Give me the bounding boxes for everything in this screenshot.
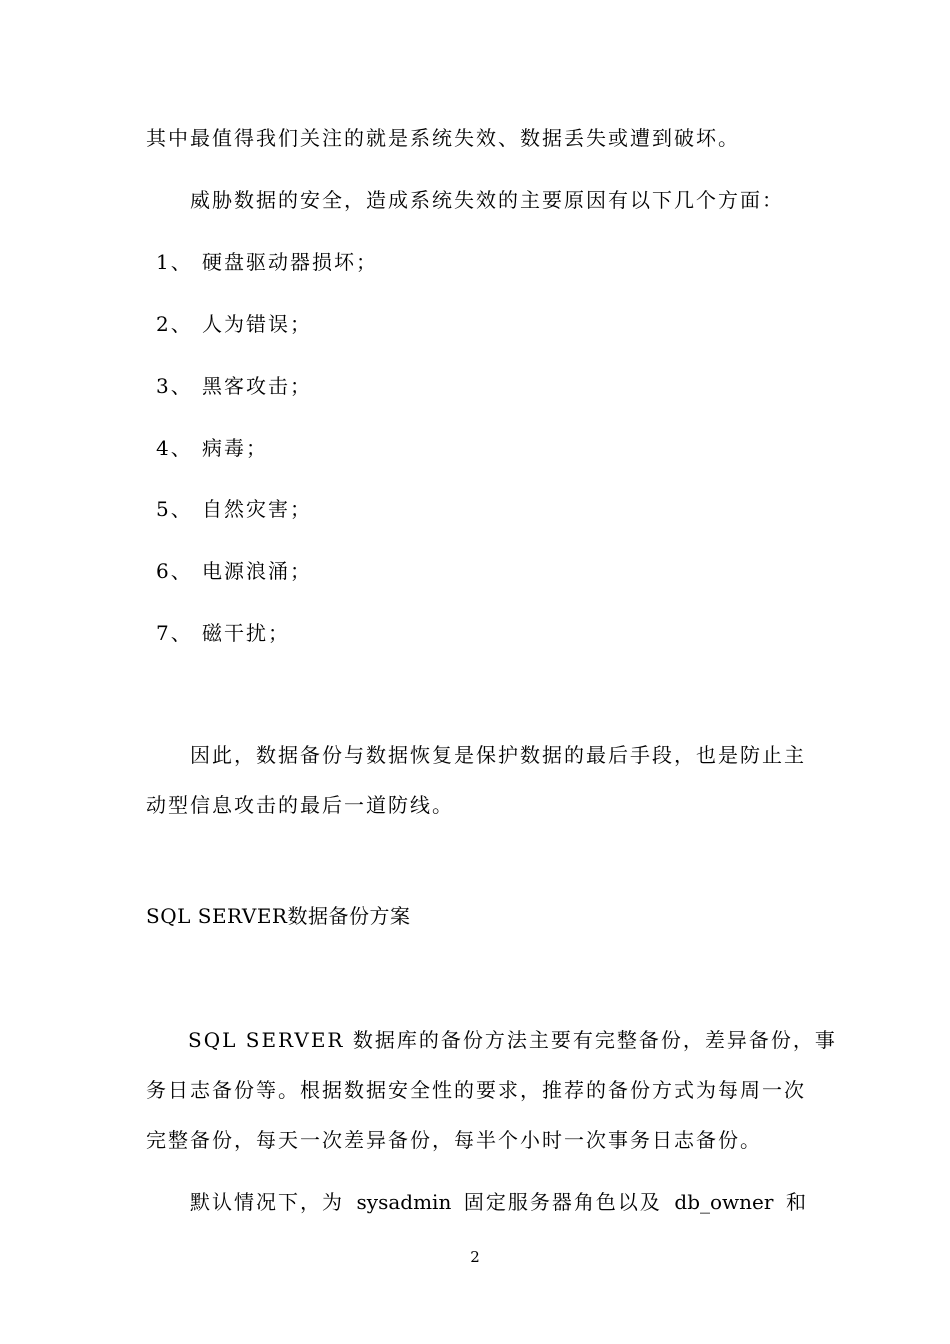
list-number: 1、 [156,250,193,274]
list-text: 磁干扰； [202,621,290,645]
paragraph-line: 务日志备份等。根据数据安全性的要求，推荐的备份方式为每周一次 [146,1078,806,1102]
line-segment: db_owner [674,1190,774,1214]
list-item [156,434,268,462]
list-text: 硬盘驱动器损坏； [202,250,378,274]
list-text: 人为错误； [202,312,312,336]
list-text: 黑客攻击； [202,374,312,398]
section-heading: SQL SERVER数据备份方案 [146,904,411,928]
list-text: 电源浪涌； [202,559,312,583]
line-segment: 默认情况下，为 [190,1190,344,1214]
line-segment: 固定服务器角色以及 [463,1190,662,1214]
list-item [156,619,290,647]
paragraph-line [188,1026,835,1054]
list-number: 5、 [156,497,193,521]
list-number: 2、 [156,312,193,336]
list-text: 自然灾害； [202,497,312,521]
paragraph-line: 动型信息攻击的最后一道防线。 [146,793,454,817]
list-item [156,248,378,276]
paragraph-line [190,1188,806,1216]
page-number: 2 [470,1248,480,1266]
line-segment: 事 [814,1028,835,1052]
list-number: 6、 [156,559,193,583]
line-segment: 和 [785,1190,806,1214]
paragraph-line: 威胁数据的安全，造成系统失效的主要原因有以下几个方面： [190,188,784,212]
list-item [156,372,312,400]
list-item [156,310,312,338]
line-segment: SQL SERVER 数据库的备份方法主要有完整备份，差异备份， [188,1028,815,1052]
list-text: 病毒； [202,436,268,460]
paragraph-line: 完整备份，每天一次差异备份，每半个小时一次事务日志备份。 [146,1128,762,1152]
list-number: 4、 [156,436,193,460]
list-item [156,495,312,523]
list-number: 7、 [156,621,193,645]
list-item [156,557,312,585]
paragraph-line: 其中最值得我们关注的就是系统失效、数据丢失或遭到破坏。 [146,126,740,150]
paragraph-line: 因此，数据备份与数据恢复是保护数据的最后手段，也是防止主 [190,743,806,767]
list-number: 3、 [156,374,193,398]
line-segment: sysadmin [356,1190,452,1214]
